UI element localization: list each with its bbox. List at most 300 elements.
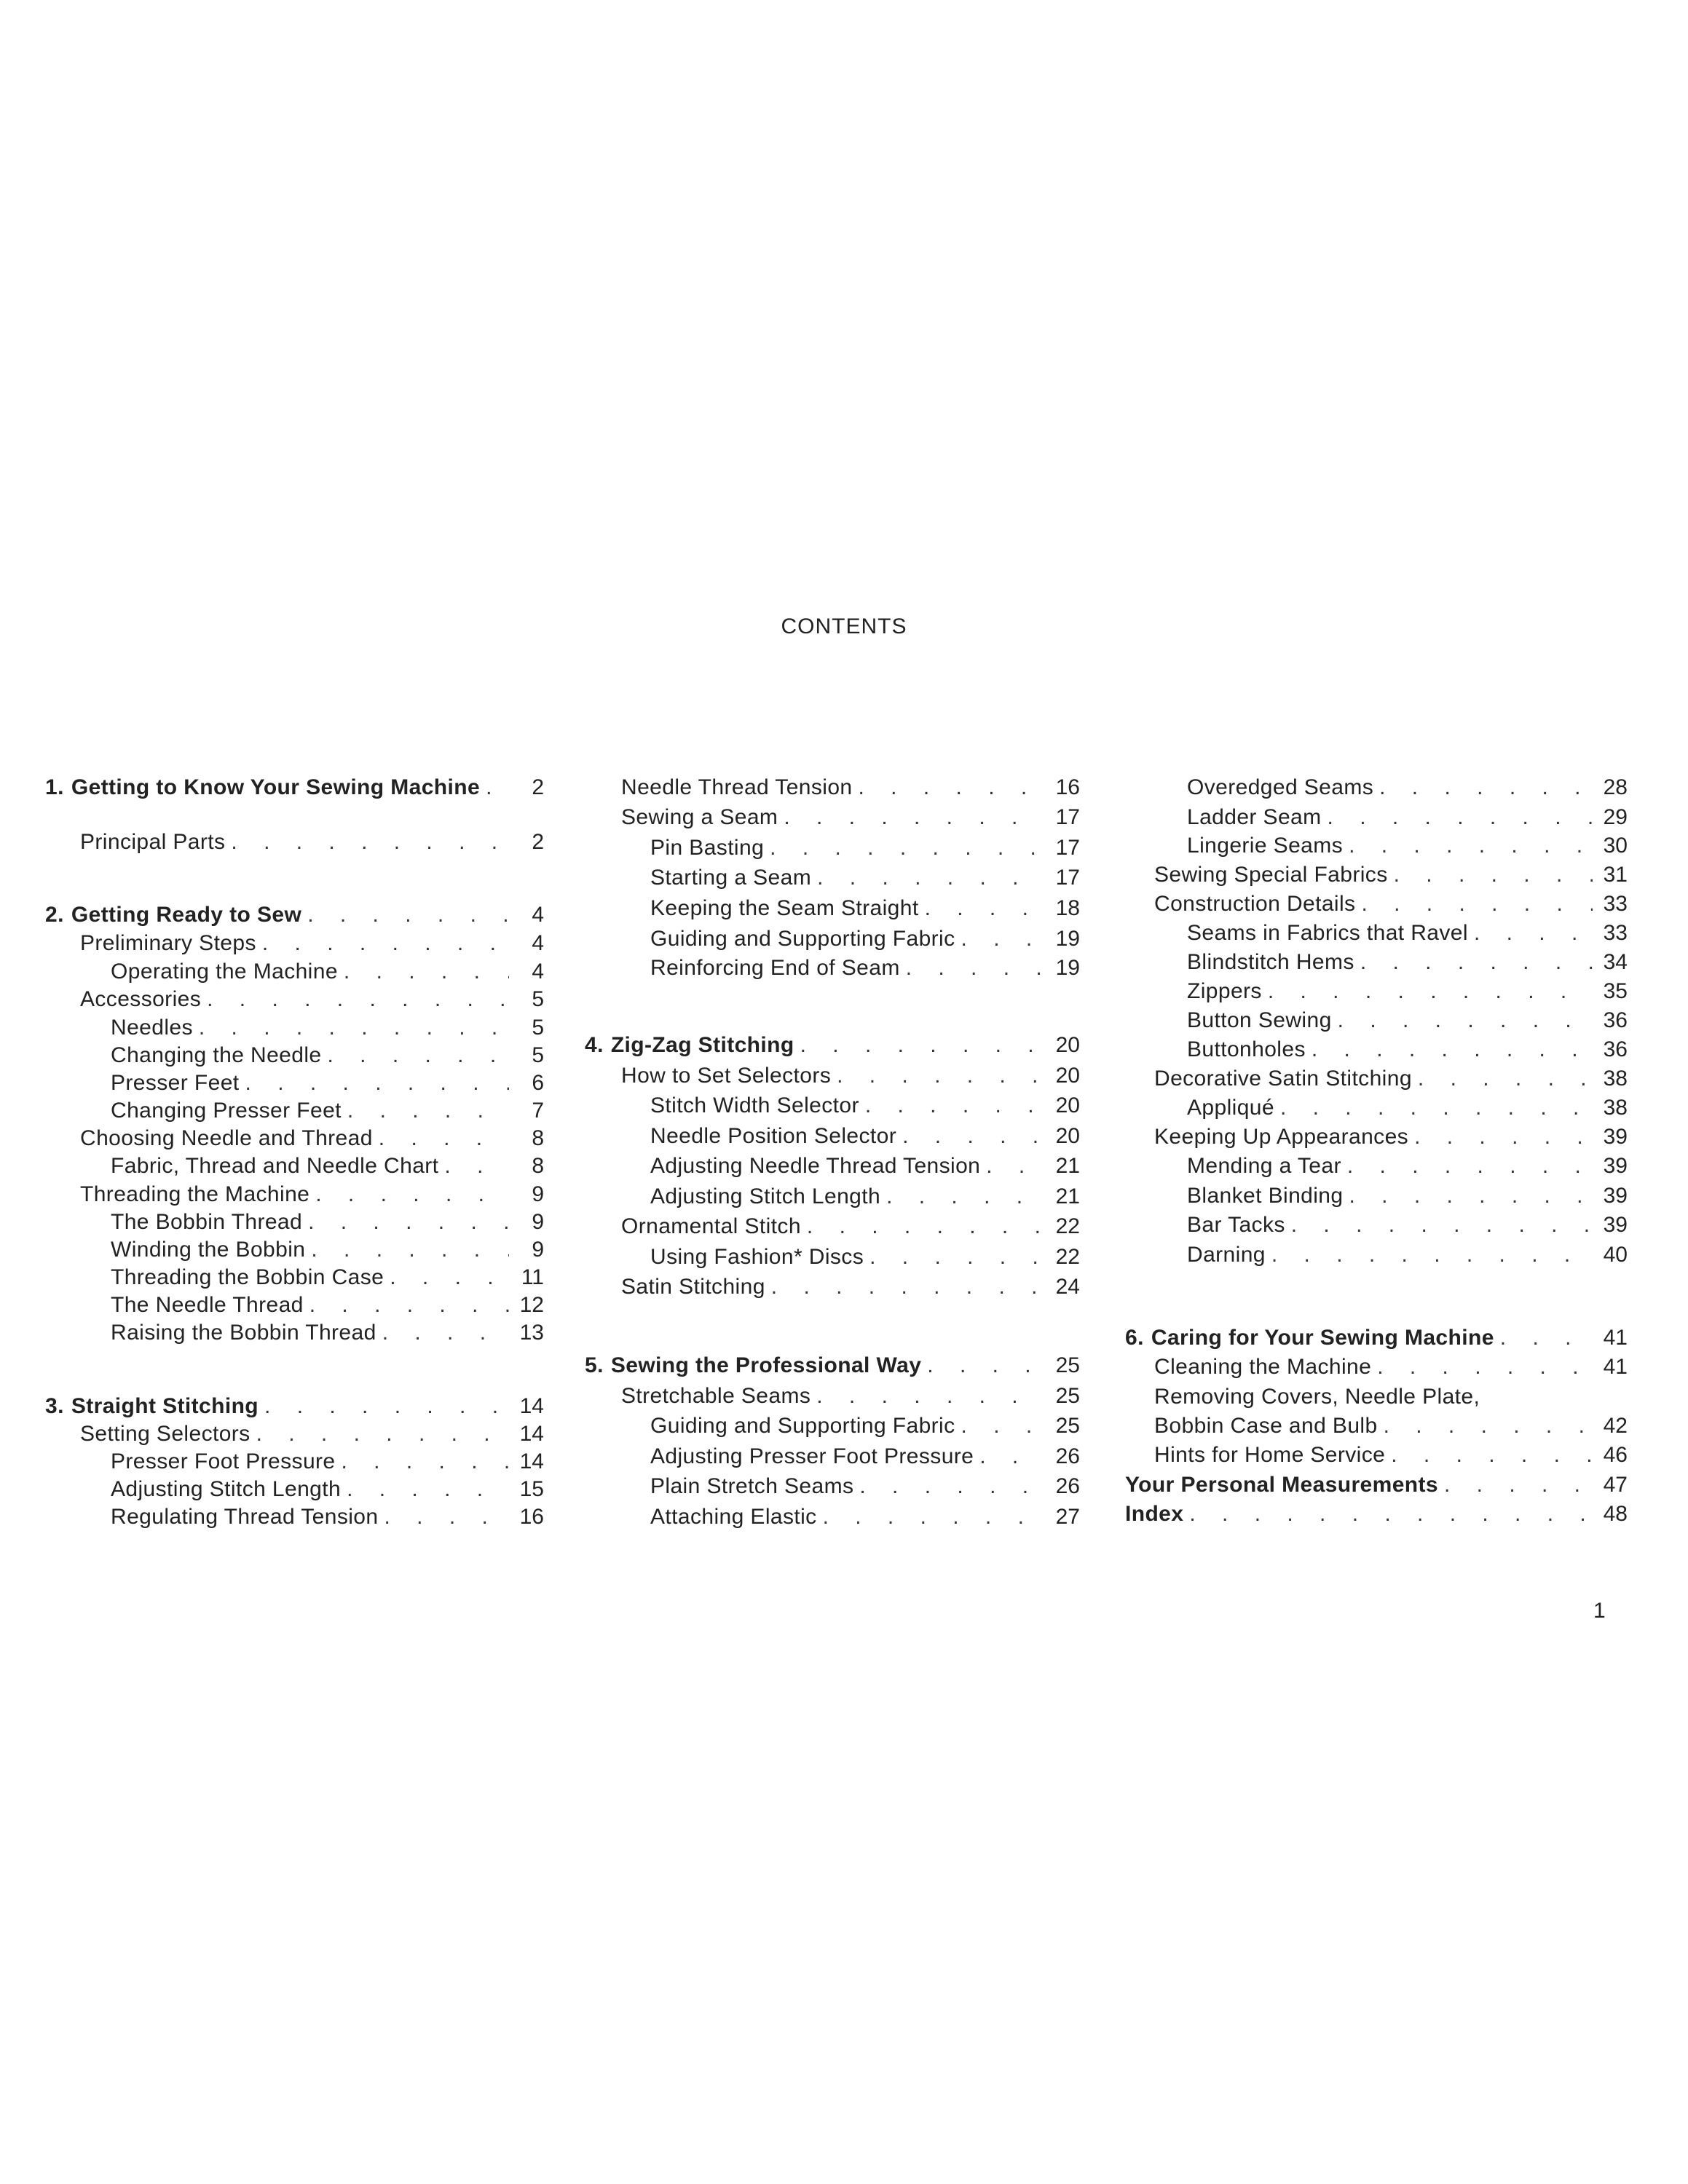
leader-dots <box>886 1183 1045 1211</box>
toc-entry-label <box>650 864 811 892</box>
toc-entry-text: Cleaning the Machine <box>1154 1355 1372 1379</box>
toc-entry-page: 39 <box>1603 1184 1628 1208</box>
toc-entry-text: Sewing the Professional Way <box>610 1353 922 1377</box>
leader-dots <box>1312 1036 1593 1064</box>
toc-entry-label <box>111 1097 342 1125</box>
toc-entry-page: 4 <box>532 931 544 955</box>
toc-entry <box>1154 1441 1628 1469</box>
toc-entry-label <box>1154 1353 1371 1381</box>
toc-entry-page: 28 <box>1603 775 1628 799</box>
leader-dots <box>1280 1094 1593 1122</box>
toc-entry-page: 13 <box>519 1321 544 1345</box>
toc-entry <box>111 1319 544 1347</box>
toc-entry-text: Threading the Machine <box>80 1182 310 1206</box>
toc-entry-page: 39 <box>1603 1125 1628 1149</box>
toc-entry-label <box>650 834 764 862</box>
toc-entry-label <box>650 925 955 953</box>
toc-entry <box>650 1503 1080 1531</box>
toc-entry <box>1154 1065 1628 1093</box>
toc-entry <box>1154 1412 1628 1440</box>
toc-entry <box>1187 949 1628 976</box>
leader-dots <box>264 1393 509 1420</box>
leader-dots <box>823 1503 1045 1531</box>
toc-entry-text: Mending a Tear <box>1187 1154 1341 1178</box>
toc-entry-page: 8 <box>532 1154 544 1178</box>
leader-dots <box>245 1069 509 1097</box>
toc-entry <box>45 901 544 929</box>
section-number: 2. <box>45 903 64 927</box>
toc-entry-text: Buttonholes <box>1187 1037 1306 1061</box>
leader-dots <box>1394 861 1593 889</box>
toc-entry-text: Guiding and Supporting Fabric <box>650 1414 955 1438</box>
toc-entry-label <box>111 1152 438 1180</box>
toc-entry-page: 17 <box>1055 866 1080 890</box>
toc-entry <box>650 1183 1080 1211</box>
toc-entry-label <box>621 1382 811 1410</box>
toc-entry <box>1187 774 1628 802</box>
leader-dots <box>344 958 509 986</box>
toc-entry-text: Decorative Satin Stitching <box>1154 1067 1412 1091</box>
toc-entry-page: 20 <box>1055 1093 1080 1117</box>
toc-entry-text: Adjusting Presser Foot Pressure <box>650 1444 974 1468</box>
toc-entry-page: 16 <box>1055 775 1080 799</box>
toc-entry-page: 30 <box>1603 834 1628 858</box>
toc-entry-label <box>111 958 338 986</box>
toc-entry-text: Getting Ready to Sew <box>71 903 302 927</box>
section-number: 3. <box>45 1394 64 1418</box>
toc-entry-text: Needle Thread Tension <box>621 775 853 799</box>
toc-entry-page: 22 <box>1055 1214 1080 1238</box>
leader-dots <box>961 925 1045 953</box>
toc-entry-text: Principal Parts <box>80 830 226 854</box>
leader-dots <box>311 1236 509 1264</box>
toc-entry <box>111 1503 544 1531</box>
toc-entry-page: 36 <box>1603 1008 1628 1032</box>
toc-entry <box>650 834 1080 862</box>
toc-entry-text: Stretchable Seams <box>621 1384 811 1408</box>
leader-dots <box>315 1181 509 1208</box>
toc-entry-label <box>621 1062 831 1090</box>
toc-entry-label <box>111 1448 336 1476</box>
toc-entry-text: Hints for Home Service <box>1154 1443 1386 1467</box>
toc-entry-page: 7 <box>532 1099 544 1123</box>
toc-entry <box>621 1382 1080 1410</box>
toc-entry <box>1154 1353 1628 1381</box>
leader-dots <box>770 834 1045 862</box>
leader-dots <box>925 895 1045 922</box>
toc-entry-label <box>111 1503 378 1531</box>
toc-entry-page: 17 <box>1055 805 1080 829</box>
toc-entry <box>80 1420 544 1448</box>
toc-entry-text: Raising the Bobbin Thread <box>111 1321 376 1345</box>
toc-entry-label <box>45 1393 259 1420</box>
leader-dots <box>1444 1471 1593 1499</box>
leader-dots <box>1500 1324 1593 1352</box>
leader-dots <box>1474 919 1593 947</box>
leader-dots <box>1360 949 1593 976</box>
toc-entry-label <box>621 774 853 802</box>
toc-entry-text: Needles <box>111 1016 193 1040</box>
toc-entry-label <box>650 895 919 922</box>
toc-entry-text: Sewing Special Fabrics <box>1154 863 1388 887</box>
toc-entry-page: 41 <box>1603 1355 1628 1379</box>
toc-entry-label <box>621 1273 765 1301</box>
toc-entry-label <box>80 930 256 957</box>
toc-entry-label <box>111 1042 321 1069</box>
toc-entry-label <box>111 1476 341 1503</box>
toc-entry-text: Winding the Bobbin <box>111 1238 306 1262</box>
toc-entry <box>1187 1036 1628 1064</box>
toc-entry <box>1187 1094 1628 1122</box>
toc-entry-label <box>1154 1412 1378 1440</box>
toc-entry-text: Setting Selectors <box>80 1422 251 1446</box>
section-number: 4. <box>585 1033 604 1057</box>
toc-entry-label <box>80 986 201 1013</box>
leader-dots <box>231 828 509 856</box>
toc-entry-page: 15 <box>519 1477 544 1501</box>
toc-entry-text: Reinforcing End of Seam <box>650 956 900 980</box>
leader-dots <box>807 1213 1045 1241</box>
leader-dots <box>1361 890 1593 918</box>
toc-entry-text: Removing Covers, Needle Plate, <box>1154 1385 1480 1409</box>
toc-entry-page: 34 <box>1603 950 1628 974</box>
leader-dots <box>865 1092 1045 1120</box>
toc-entry-text: Stitch Width Selector <box>650 1093 859 1117</box>
toc-entry-text: Attaching Elastic <box>650 1505 817 1529</box>
toc-entry-label <box>650 1443 974 1471</box>
toc-entry <box>650 864 1080 892</box>
leader-dots <box>771 1273 1045 1301</box>
toc-entry-page: 25 <box>1055 1384 1080 1408</box>
toc-entry-label <box>650 954 900 982</box>
leader-dots <box>256 1420 509 1448</box>
leader-dots <box>906 954 1045 982</box>
toc-entry-text: Using Fashion* Discs <box>650 1245 864 1269</box>
toc-entry-label <box>650 1503 817 1531</box>
toc-entry <box>111 1014 544 1042</box>
toc-entry-page: 22 <box>1055 1245 1080 1269</box>
toc-entry-label <box>1125 1324 1494 1352</box>
leader-dots <box>379 1125 509 1152</box>
leader-dots <box>1379 774 1593 802</box>
toc-entry-page: 18 <box>1055 896 1080 920</box>
leader-dots <box>347 1097 509 1125</box>
toc-entry <box>1187 832 1628 860</box>
toc-entry-text: Preliminary Steps <box>80 931 256 955</box>
toc-entry-page: 17 <box>1055 836 1080 860</box>
toc-entry-page: 9 <box>532 1210 544 1234</box>
toc-entry-text: Blanket Binding <box>1187 1184 1344 1208</box>
toc-entry-page: 33 <box>1603 892 1628 916</box>
toc-entry-text: Presser Foot Pressure <box>111 1449 336 1473</box>
toc-entry-page: 40 <box>1603 1243 1628 1267</box>
leader-dots <box>927 1352 1045 1380</box>
toc-entry-text: Caring for Your Sewing Machine <box>1151 1326 1494 1350</box>
toc-entry-label <box>1187 1007 1332 1034</box>
toc-entry-page: 25 <box>1055 1353 1080 1377</box>
toc-entry <box>111 1042 544 1069</box>
toc-entry-text: Blindstitch Hems <box>1187 950 1354 974</box>
leader-dots <box>986 1152 1045 1180</box>
toc-entry <box>621 774 1080 802</box>
toc-entry <box>111 1236 544 1264</box>
toc-entry <box>111 1208 544 1236</box>
toc-entry-label <box>80 1181 309 1208</box>
toc-entry <box>650 1123 1080 1150</box>
toc-entry-label <box>1154 890 1355 918</box>
toc-entry-label <box>1187 774 1373 802</box>
toc-entry-label <box>1154 1065 1412 1093</box>
toc-entry <box>1187 978 1628 1005</box>
toc-entry <box>621 1273 1080 1301</box>
page-number: 1 <box>1593 1599 1606 1623</box>
leader-dots <box>1268 978 1593 1005</box>
leader-dots <box>1291 1211 1593 1239</box>
toc-entry-label <box>80 1125 373 1152</box>
leader-dots <box>1349 832 1593 860</box>
leader-dots <box>1328 804 1593 831</box>
leader-dots <box>1347 1152 1593 1180</box>
toc-entry <box>621 804 1080 831</box>
toc-entry-page: 5 <box>532 1043 544 1067</box>
toc-entry-text: Bobbin Case and Bulb <box>1154 1414 1378 1438</box>
leader-dots <box>869 1243 1045 1271</box>
toc-entry-label <box>621 1213 801 1241</box>
toc-entry-page: 36 <box>1603 1037 1628 1061</box>
leader-dots <box>444 1152 509 1180</box>
toc-entry-label <box>1125 1471 1438 1499</box>
toc-entry <box>111 1264 544 1291</box>
toc-entry-page: 39 <box>1603 1154 1628 1178</box>
toc-entry-text: Ornamental Stitch <box>621 1214 801 1238</box>
toc-entry <box>1125 1471 1628 1499</box>
toc-entry <box>1187 1211 1628 1239</box>
toc-entry-page: 9 <box>532 1238 544 1262</box>
toc-entry-text: Lingerie Seams <box>1187 834 1344 858</box>
toc-entry-text: The Needle Thread <box>111 1293 304 1317</box>
toc-entry-text: Seams in Fabrics that Ravel <box>1187 921 1468 945</box>
toc-entry <box>111 958 544 986</box>
toc-entry-page: 31 <box>1603 863 1628 887</box>
toc-entry-label <box>1187 1094 1274 1122</box>
leader-dots <box>1384 1412 1593 1440</box>
toc-entry-label <box>80 1420 251 1448</box>
toc-entry-text: Keeping the Seam Straight <box>650 896 919 920</box>
toc-entry-text: Changing the Needle <box>111 1043 322 1067</box>
toc-entry <box>111 1291 544 1319</box>
toc-entry-label <box>1125 1500 1183 1528</box>
toc-entry-page: 26 <box>1055 1444 1080 1468</box>
toc-entry-text: Starting a Seam <box>650 866 812 890</box>
leader-dots <box>1414 1123 1593 1151</box>
leader-dots <box>859 774 1045 802</box>
toc-entry-page: 16 <box>519 1505 544 1529</box>
toc-entry <box>45 774 544 802</box>
toc-entry-label <box>1154 861 1388 889</box>
leader-dots <box>207 986 509 1013</box>
toc-entry-label <box>585 1032 794 1059</box>
toc-entry-page: 21 <box>1055 1154 1080 1178</box>
toc-entry <box>80 930 544 957</box>
toc-entry-page: 11 <box>521 1265 544 1289</box>
toc-entry-text: Fabric, Thread and Needle Chart <box>111 1154 439 1178</box>
toc-entry-text: Changing Presser Feet <box>111 1099 342 1123</box>
toc-entry <box>111 1152 544 1180</box>
toc-entry-label <box>1187 1211 1285 1239</box>
toc-entry-page: 26 <box>1055 1474 1080 1498</box>
toc-entry-page: 20 <box>1055 1064 1080 1088</box>
leader-dots <box>859 1473 1045 1500</box>
toc-entry-page: 47 <box>1603 1473 1628 1497</box>
leader-dots <box>1338 1007 1593 1034</box>
toc-entry-label <box>621 804 778 831</box>
toc-entry <box>80 986 544 1013</box>
toc-entry <box>111 1448 544 1476</box>
toc-entry-label <box>1187 978 1262 1005</box>
leader-dots <box>262 930 509 957</box>
toc-entry-label <box>650 1183 880 1211</box>
toc-entry-text: Adjusting Stitch Length <box>650 1184 881 1208</box>
toc-entry-label <box>1187 949 1354 976</box>
section-number: 5. <box>585 1353 604 1377</box>
toc-entry-label <box>650 1473 853 1500</box>
leader-dots <box>1189 1500 1593 1528</box>
toc-entry-text: Presser Feet <box>111 1071 240 1095</box>
toc-entry-label <box>45 901 301 929</box>
toc-entry-page: 14 <box>519 1394 544 1418</box>
toc-entry-page: 39 <box>1603 1213 1628 1237</box>
toc-entry-text: Straight Stitching <box>71 1394 259 1418</box>
toc-entry-text: Construction Details <box>1154 892 1356 916</box>
toc-entry-text: Threading the Bobbin Case <box>111 1265 384 1289</box>
leader-dots <box>1271 1241 1593 1269</box>
toc-entry <box>650 954 1080 982</box>
toc-entry-page: 41 <box>1603 1326 1628 1350</box>
leader-dots <box>1391 1441 1593 1469</box>
toc-entry-label <box>1154 1123 1408 1151</box>
toc-entry <box>1187 919 1628 947</box>
toc-entry-text: Accessories <box>80 987 202 1011</box>
toc-entry-text: Darning <box>1187 1243 1266 1267</box>
toc-entry-text: Getting to Know Your Sewing Machine <box>71 775 481 799</box>
toc-entry-label <box>1187 1241 1266 1269</box>
toc-entry-text: Adjusting Stitch Length <box>111 1477 342 1501</box>
toc-entry-text: Satin Stitching <box>621 1275 765 1299</box>
toc-entry-label <box>111 1264 384 1291</box>
toc-entry-label <box>111 1319 376 1347</box>
toc-entry <box>1154 1123 1628 1151</box>
toc-entry <box>585 1032 1080 1059</box>
toc-entry <box>111 1097 544 1125</box>
toc-entry-label <box>111 1236 305 1264</box>
leader-dots <box>342 1448 509 1476</box>
toc-entry-label <box>650 1123 896 1150</box>
toc-entry <box>45 1393 544 1420</box>
toc-entry <box>111 1476 544 1503</box>
toc-entry <box>1154 890 1628 918</box>
toc-entry-label <box>111 1208 302 1236</box>
toc-entry-text: Zig-Zag Stitching <box>610 1033 794 1057</box>
toc-entry-label <box>1154 1441 1385 1469</box>
toc-entry <box>1187 1007 1628 1034</box>
toc-entry-page: 14 <box>519 1422 544 1446</box>
toc-entry-label <box>80 828 225 856</box>
toc-entry <box>1125 1324 1628 1352</box>
toc-entry-text: Sewing a Seam <box>621 805 778 829</box>
leader-dots <box>382 1319 509 1347</box>
toc-entry-page: 29 <box>1603 805 1628 829</box>
toc-entry-text: Plain Stretch Seams <box>650 1474 854 1498</box>
toc-entry <box>1187 1152 1628 1180</box>
toc-entry <box>1125 1500 1628 1528</box>
toc-entry-page: 33 <box>1603 921 1628 945</box>
leader-dots <box>1418 1065 1593 1093</box>
toc-entry-text: Button Sewing <box>1187 1008 1332 1032</box>
toc-entry <box>650 1412 1080 1440</box>
toc-entry-page: 12 <box>519 1293 544 1317</box>
toc-entry-page: 4 <box>532 960 544 984</box>
toc-entry <box>1154 1383 1628 1411</box>
toc-entry <box>1187 804 1628 831</box>
toc-entry-label <box>1187 832 1343 860</box>
toc-entry-page: 9 <box>532 1182 544 1206</box>
toc-entry-page: 20 <box>1055 1033 1080 1057</box>
toc-entry-page: 8 <box>532 1126 544 1150</box>
toc-entry-page: 42 <box>1603 1414 1628 1438</box>
toc-entry-text: Ladder Seam <box>1187 805 1322 829</box>
leader-dots <box>837 1062 1045 1090</box>
toc-entry-label <box>650 1412 955 1440</box>
leader-dots <box>347 1476 509 1503</box>
toc-entry-page: 21 <box>1055 1184 1080 1208</box>
toc-entry-page: 27 <box>1055 1505 1080 1529</box>
toc-entry <box>585 1352 1080 1380</box>
leader-dots <box>800 1032 1045 1059</box>
toc-entry-page: 25 <box>1055 1414 1080 1438</box>
toc-entry-text: Choosing Needle and Thread <box>80 1126 373 1150</box>
toc-entry-page: 24 <box>1055 1275 1080 1299</box>
leader-dots <box>1349 1182 1593 1210</box>
toc-entry <box>650 1092 1080 1120</box>
toc-entry <box>621 1062 1080 1090</box>
toc-entry-text: Regulating Thread Tension <box>111 1505 379 1529</box>
toc-entry-page: 6 <box>532 1071 544 1095</box>
toc-entry-label <box>1187 1182 1343 1210</box>
section-number: 6. <box>1125 1326 1144 1350</box>
leader-dots <box>384 1503 509 1531</box>
leader-dots <box>816 1382 1045 1410</box>
toc-entry-label <box>111 1014 193 1042</box>
toc-entry-label <box>45 774 480 802</box>
leader-dots <box>979 1443 1045 1471</box>
leader-dots <box>902 1123 1045 1150</box>
toc-entry-page: 2 <box>532 775 544 799</box>
toc-entry-page: 4 <box>532 903 544 927</box>
toc-entry-text: How to Set Selectors <box>621 1064 832 1088</box>
toc-entry-label <box>1187 1152 1341 1180</box>
toc-entry-text: The Bobbin Thread <box>111 1210 303 1234</box>
leader-dots <box>199 1014 509 1042</box>
toc-entry-text: Guiding and Supporting Fabric <box>650 927 955 951</box>
toc-entry-text: Operating the Machine <box>111 960 338 984</box>
leader-dots <box>961 1412 1045 1440</box>
toc-entry-label <box>1187 919 1468 947</box>
leader-dots <box>390 1264 509 1291</box>
toc-entry-page: 48 <box>1603 1502 1628 1526</box>
toc-entry <box>80 828 544 856</box>
toc-entry <box>1187 1241 1628 1269</box>
contents-title: CONTENTS <box>781 614 907 638</box>
